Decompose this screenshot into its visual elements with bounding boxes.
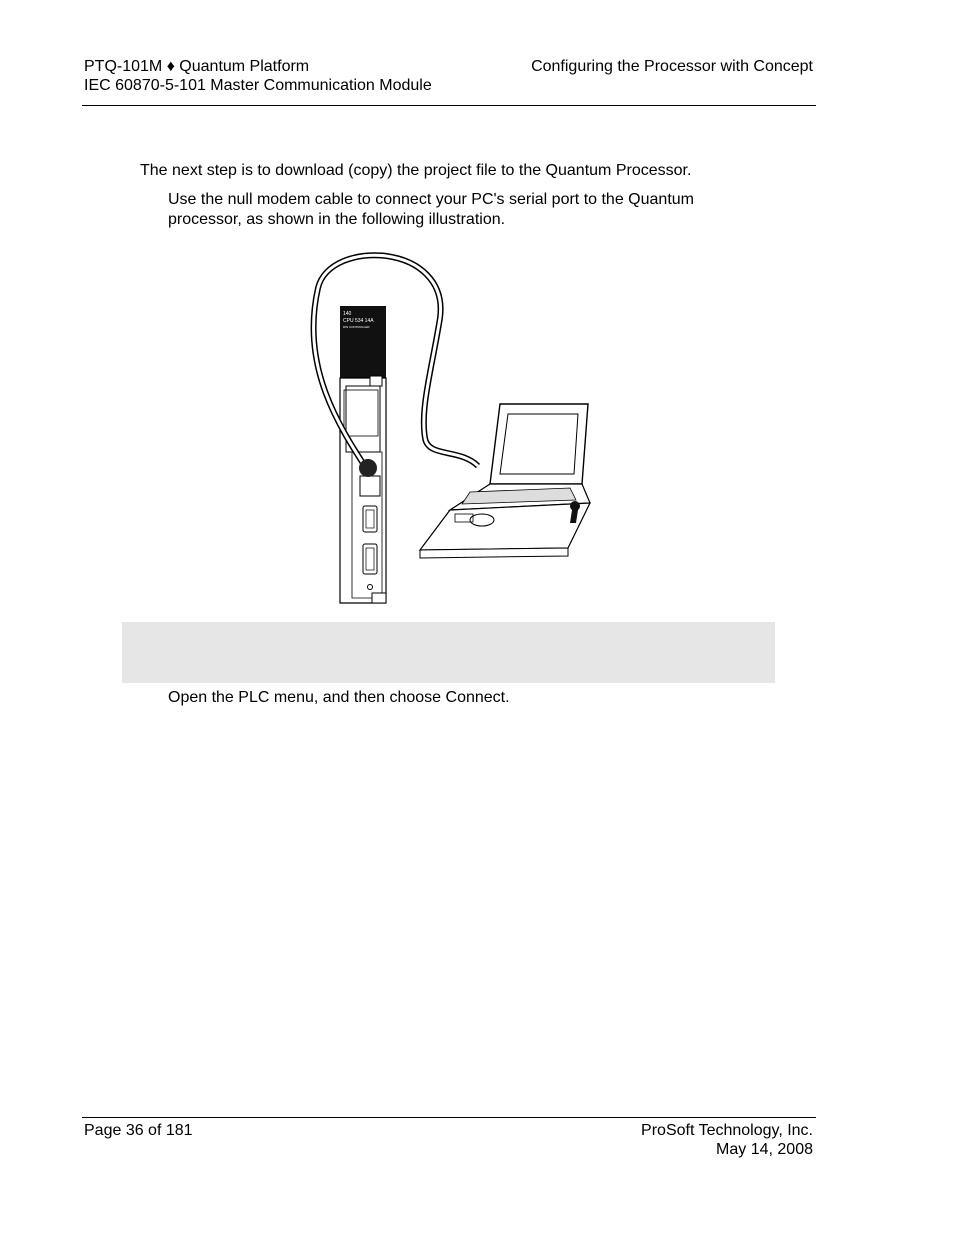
processor-label-3: DIN CONTROLLER (343, 325, 370, 329)
header-module: IEC 60870-5-101 Master Communication Module (84, 77, 432, 94)
step-connect-cable: Use the null modem cable to connect your PC's serial port to the Quantum processor, as shown in the following illustration. (168, 191, 694, 228)
header-product: PTQ-101M ♦ Quantum Platform (84, 58, 310, 75)
footer-page-number: Page 36 of 181 (84, 1122, 193, 1139)
step-open-plc-menu: Open the PLC menu, and then choose Connect. (168, 689, 510, 706)
intro-paragraph: The next step is to download (copy) the project file to the Quantum Processor. (140, 162, 692, 179)
header-section-title: Configuring the Processor with Concept (531, 58, 813, 75)
header-left (84, 57, 432, 95)
footer-right (641, 1121, 813, 1159)
processor-label-2: CPU 534 14A (343, 318, 374, 324)
footer-rule (82, 1117, 816, 1118)
footer-company: ProSoft Technology, Inc. (641, 1122, 813, 1139)
illustration-svg (300, 248, 600, 608)
header-rule (82, 105, 816, 106)
processor-label-1: 140 (343, 311, 352, 317)
illustration-processor-laptop (300, 248, 600, 608)
quantum-processor-drawing (340, 306, 386, 603)
null-modem-cable-drawing (314, 255, 478, 477)
note-box (122, 622, 775, 683)
laptop-drawing (420, 404, 590, 558)
footer-date: May 14, 2008 (716, 1141, 813, 1158)
